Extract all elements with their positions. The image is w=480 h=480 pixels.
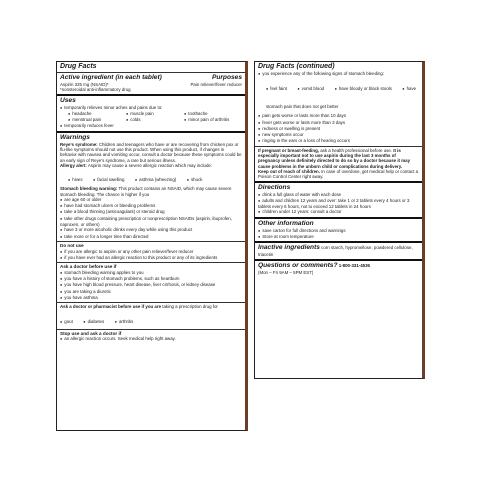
keep-out-text: In case of overdose, get medical help or contact a Poison Control Center right away. — [258, 168, 419, 180]
list-item: ● take other drugs containing prescription or nonprescription NSAIDs (aspirin, ibuprofen, naproxen, or others) — [60, 216, 242, 228]
list-item: ● ringing in the ears or a loss of hearing occurs — [258, 138, 419, 144]
list-item: ● redness or swelling is present — [258, 126, 419, 132]
uses-last: ● temporarily reduces fever — [60, 123, 242, 129]
list-item: ● gout — [60, 319, 73, 324]
do-not-use-section — [57, 242, 245, 263]
stomach-text: This product contains an NSAID, which may cause severe stomach bleeding. The chance is higher if you — [60, 186, 232, 197]
reye-text: Children and teenagers who have or are recovering from chicken pox or flu-like symptoms should not use this product. When using this product, if changes in behavior with nausea and vomiting occur, consult a doctor because these symptoms could be an early sign of Reye's syndrome, a rare but serious illness. — [60, 141, 242, 163]
list-item: ● if you have ever had an allergic reaction to this product or any of its ingredients — [60, 255, 242, 261]
list-item: ● toothache — [184, 111, 242, 117]
list-item: ● hives — [68, 177, 83, 182]
list-item: ● you are taking a diuretic — [60, 289, 242, 295]
questions-section — [255, 261, 422, 276]
directions-section — [255, 183, 422, 219]
pregnancy-text: ask a health professional before use. — [320, 147, 392, 153]
allergy-text: Aspirin may cause a severe allergic reaction which may include: — [87, 162, 213, 168]
other-info-section — [255, 219, 422, 244]
list-item: ● feel faint — [266, 86, 287, 91]
active-ingredient-note: *nonsteroidal anti-inflammatory drug — [60, 87, 131, 93]
list-item: ● adults and children 12 years and over: take 1 or 2 tablets every 4 hours or 3 tablets every 6 hours, not to exceed 12 tablets in 24 hours — [258, 198, 419, 210]
list-item: ● if you are allergic to aspirin or any other pain reliever/fever reducer — [60, 249, 242, 255]
stomach-label: Stomach bleeding warning: — [60, 186, 118, 192]
list-item: ● Store at room temperature — [258, 234, 419, 240]
list-item: ● pain gets worse or lasts more than 10 days — [258, 113, 419, 119]
warnings-heading: Warnings — [60, 133, 90, 141]
list-item: ● asthma (wheezing) — [135, 177, 176, 182]
stop-use-heading: Stop use and ask a doctor if — [60, 330, 122, 336]
list-item: ● new symptoms occur — [258, 132, 419, 138]
active-ingredient-line: Aspirin 325 mg (NSAID)* — [60, 82, 109, 87]
signs-intro: ● you experience any of the following signs of stomach bleeding: — [258, 71, 419, 77]
stomach-list — [60, 197, 242, 240]
allergy-label: Allergy alert: — [60, 162, 87, 168]
other-info-heading: Other information — [258, 219, 314, 227]
list-item: ● an allergic reaction occurs. Seek medical help right away. — [60, 336, 242, 342]
list-item: ● children under 12 years: consult a doctor — [258, 209, 419, 215]
list-item: ● muscle pain — [126, 111, 184, 117]
list-item: ● drink a full glass of water with each dose — [258, 192, 419, 198]
list-item: ● headache — [68, 111, 126, 117]
stop-use-section — [57, 330, 245, 344]
list-item: ● minor pain of arthritis — [184, 117, 242, 123]
questions-hours: (Mon – Fri 9AM – 5PM EST) — [258, 269, 314, 275]
uses-grid — [60, 111, 242, 124]
continued-section — [255, 62, 422, 147]
ask-doctor-section — [57, 263, 245, 303]
title-section — [57, 62, 245, 73]
allergy-list — [60, 168, 242, 186]
do-not-use-heading: Do not use — [60, 242, 84, 248]
list-item: ● have bloody or black stools — [335, 86, 392, 91]
list-item: ● have stomach pain that does not get better — [266, 86, 416, 109]
list-item: ● are age 60 or older — [60, 197, 242, 203]
list-item: ● menstrual pain — [68, 117, 126, 123]
questions-phone: 1-800-331-4536 — [338, 262, 370, 268]
inactive-text: corn starch, hypromellose, powdered cellulose, triacetin — [258, 245, 413, 258]
pregnancy-bold-2: It is especially important not to use aspirin during the last 3 months of pregnancy unless definitely directed to do so by a doctor because it may cause problems in the unborn child or complications during delivery. — [258, 147, 411, 169]
list-item: ● have had stomach ulcers or bleeding problems — [60, 203, 242, 209]
uses-heading: Uses — [60, 96, 76, 104]
directions-heading: Directions — [258, 183, 291, 191]
pregnancy-section — [255, 147, 422, 183]
ask-doctor-heading: Ask a doctor before use if — [60, 264, 117, 270]
active-ingredient-section — [57, 73, 245, 96]
list-item: ● you have asthma — [60, 295, 242, 301]
uses-section — [57, 96, 245, 133]
list-item: ● arthritis — [115, 319, 134, 324]
uses-intro: ● temporarily relieves minor aches and pains due to: — [60, 105, 242, 111]
list-item: ● colds — [126, 117, 184, 123]
ask-pharmacist-list — [60, 310, 242, 328]
more-signs-list — [258, 113, 419, 144]
inactive-heading: Inactive ingredients — [258, 244, 320, 252]
signs-list — [258, 77, 419, 113]
ask-pharmacist-rest: taking a prescription drug for — [162, 304, 218, 310]
reye-label: Reye's syndrome: — [60, 141, 98, 147]
purposes-heading: Purposes — [211, 74, 242, 81]
warnings-section — [57, 133, 245, 242]
list-item: ● take a blood thinning (anticoagulant) or steroid drug — [60, 209, 242, 215]
list-item: ● you have high blood pressure, heart disease, liver cirrhosis, or kidney disease — [60, 282, 242, 288]
list-item: ● facial swelling — [93, 177, 124, 182]
active-ingredient-heading: Active ingredient (in each tablet) — [60, 74, 162, 81]
panel-title-continued: Drug Facts (continued) — [258, 63, 335, 70]
ask-pharmacist-heading: Ask a doctor or pharmacist before use if you are — [60, 304, 162, 310]
list-item: ● have 3 or more alcoholic drinks every day while using this product — [60, 227, 242, 233]
list-item: ● stomach bleeding warning applies to you — [60, 270, 242, 276]
panel-title: Drug Facts — [60, 63, 97, 70]
ask-pharmacist-section — [57, 303, 245, 329]
keep-out-bold: Keep out of reach of children. — [258, 168, 320, 174]
questions-heading: Questions or comments? — [258, 261, 338, 269]
list-item: ● save carton for full directions and warnings — [258, 228, 419, 234]
list-item: ● fever gets worse or lasts more than 3 days — [258, 120, 419, 126]
list-item: ● shock — [187, 177, 203, 182]
drug-facts-panel-left — [56, 61, 248, 431]
active-ingredient-purpose: Pain reliever/fever reducer — [190, 82, 242, 87]
list-item: ● take more or for a longer time than directed — [60, 234, 242, 240]
inactive-section — [255, 243, 422, 260]
list-item: ● diabetes — [83, 319, 104, 324]
drug-facts-panel-right — [254, 61, 425, 379]
pregnancy-bold: If pregnant or breast-feeding, — [258, 147, 319, 153]
list-item: ● you have a history of stomach problems, such as heartburn — [60, 276, 242, 282]
list-item: ● vomit blood — [297, 86, 324, 91]
